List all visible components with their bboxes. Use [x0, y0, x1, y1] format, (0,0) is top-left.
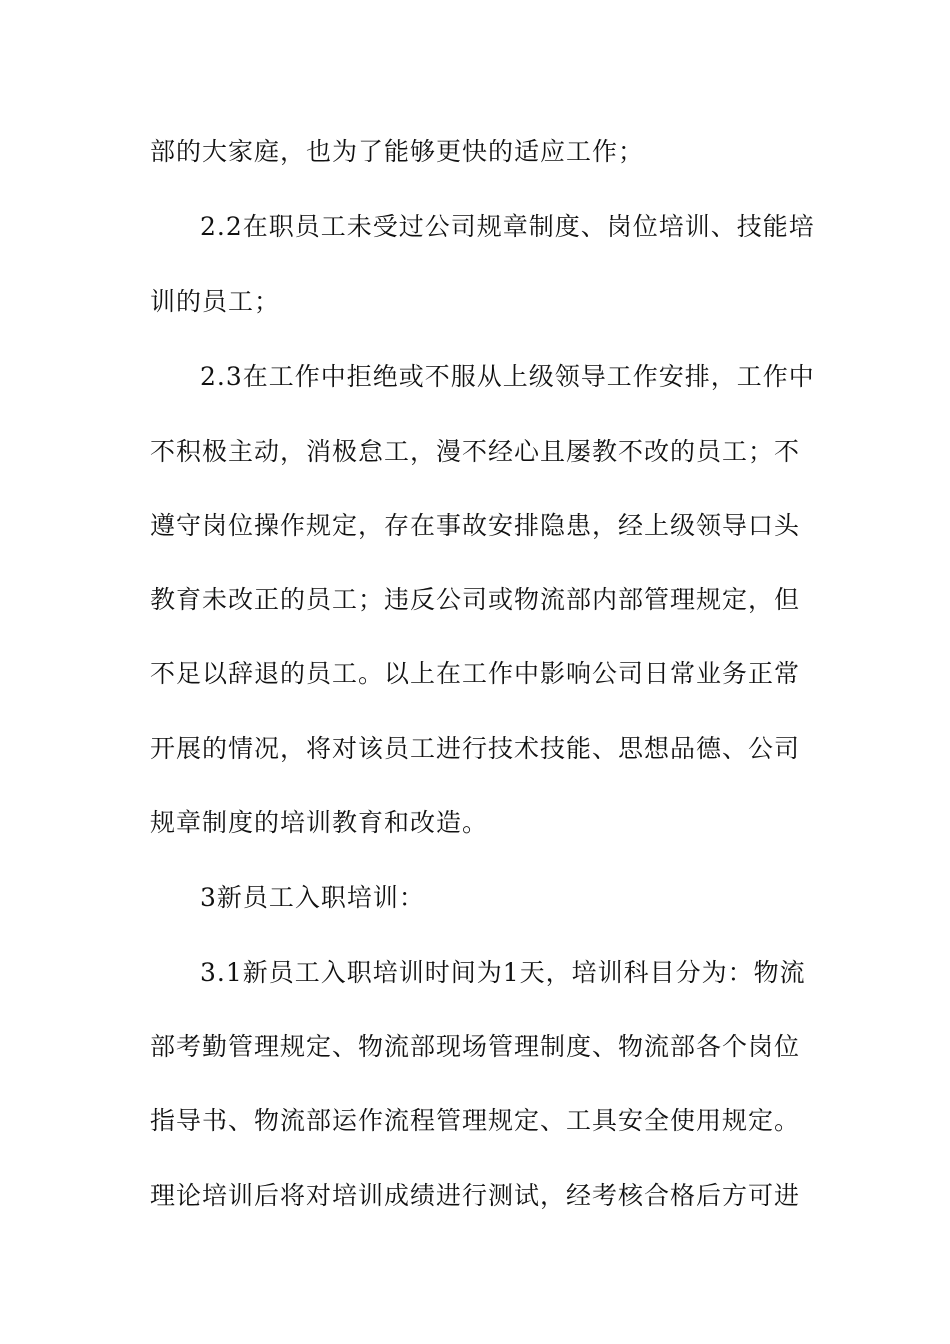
text-line: 教育未改正的员工；违反公司或物流部内部管理规定，但 — [150, 585, 801, 614]
text-line: 指导书、物流部运作流程管理规定、工具安全使用规定。 — [150, 1106, 801, 1135]
text-line: 不积极主动，消极怠工，漫不经心且屡教不改的员工；不 — [150, 437, 801, 466]
text-line: 遵守岗位操作规定，存在事故安排隐患，经上级领导口头 — [150, 511, 801, 540]
text-line: 理论培训后将对培训成绩进行测试，经考核合格后方可进 — [150, 1181, 801, 1210]
text-line: 开展的情况，将对该员工进行技术技能、思想品德、公司 — [150, 734, 801, 763]
section-heading: 3新员工入职培训： — [200, 883, 425, 912]
text-line: 部考勤管理规定、物流部现场管理制度、物流部各个岗位 — [150, 1032, 801, 1061]
text-line: 不足以辞退的员工。以上在工作中影响公司日常业务正常 — [150, 659, 801, 688]
text-line: 3.1新员工入职培训时间为1天，培训科目分为：物流 — [200, 958, 806, 987]
text-line: 规章制度的培训教育和改造。 — [150, 808, 489, 837]
text-line: 部的大家庭，也为了能够更快的适应工作； — [150, 137, 645, 166]
text-line: 2.2在职员工未受过公司规章制度、岗位培训、技能培 — [200, 212, 815, 241]
text-line: 2.3在工作中拒绝或不服从上级领导工作安排，工作中 — [200, 362, 815, 391]
text-line: 训的员工； — [150, 287, 281, 316]
